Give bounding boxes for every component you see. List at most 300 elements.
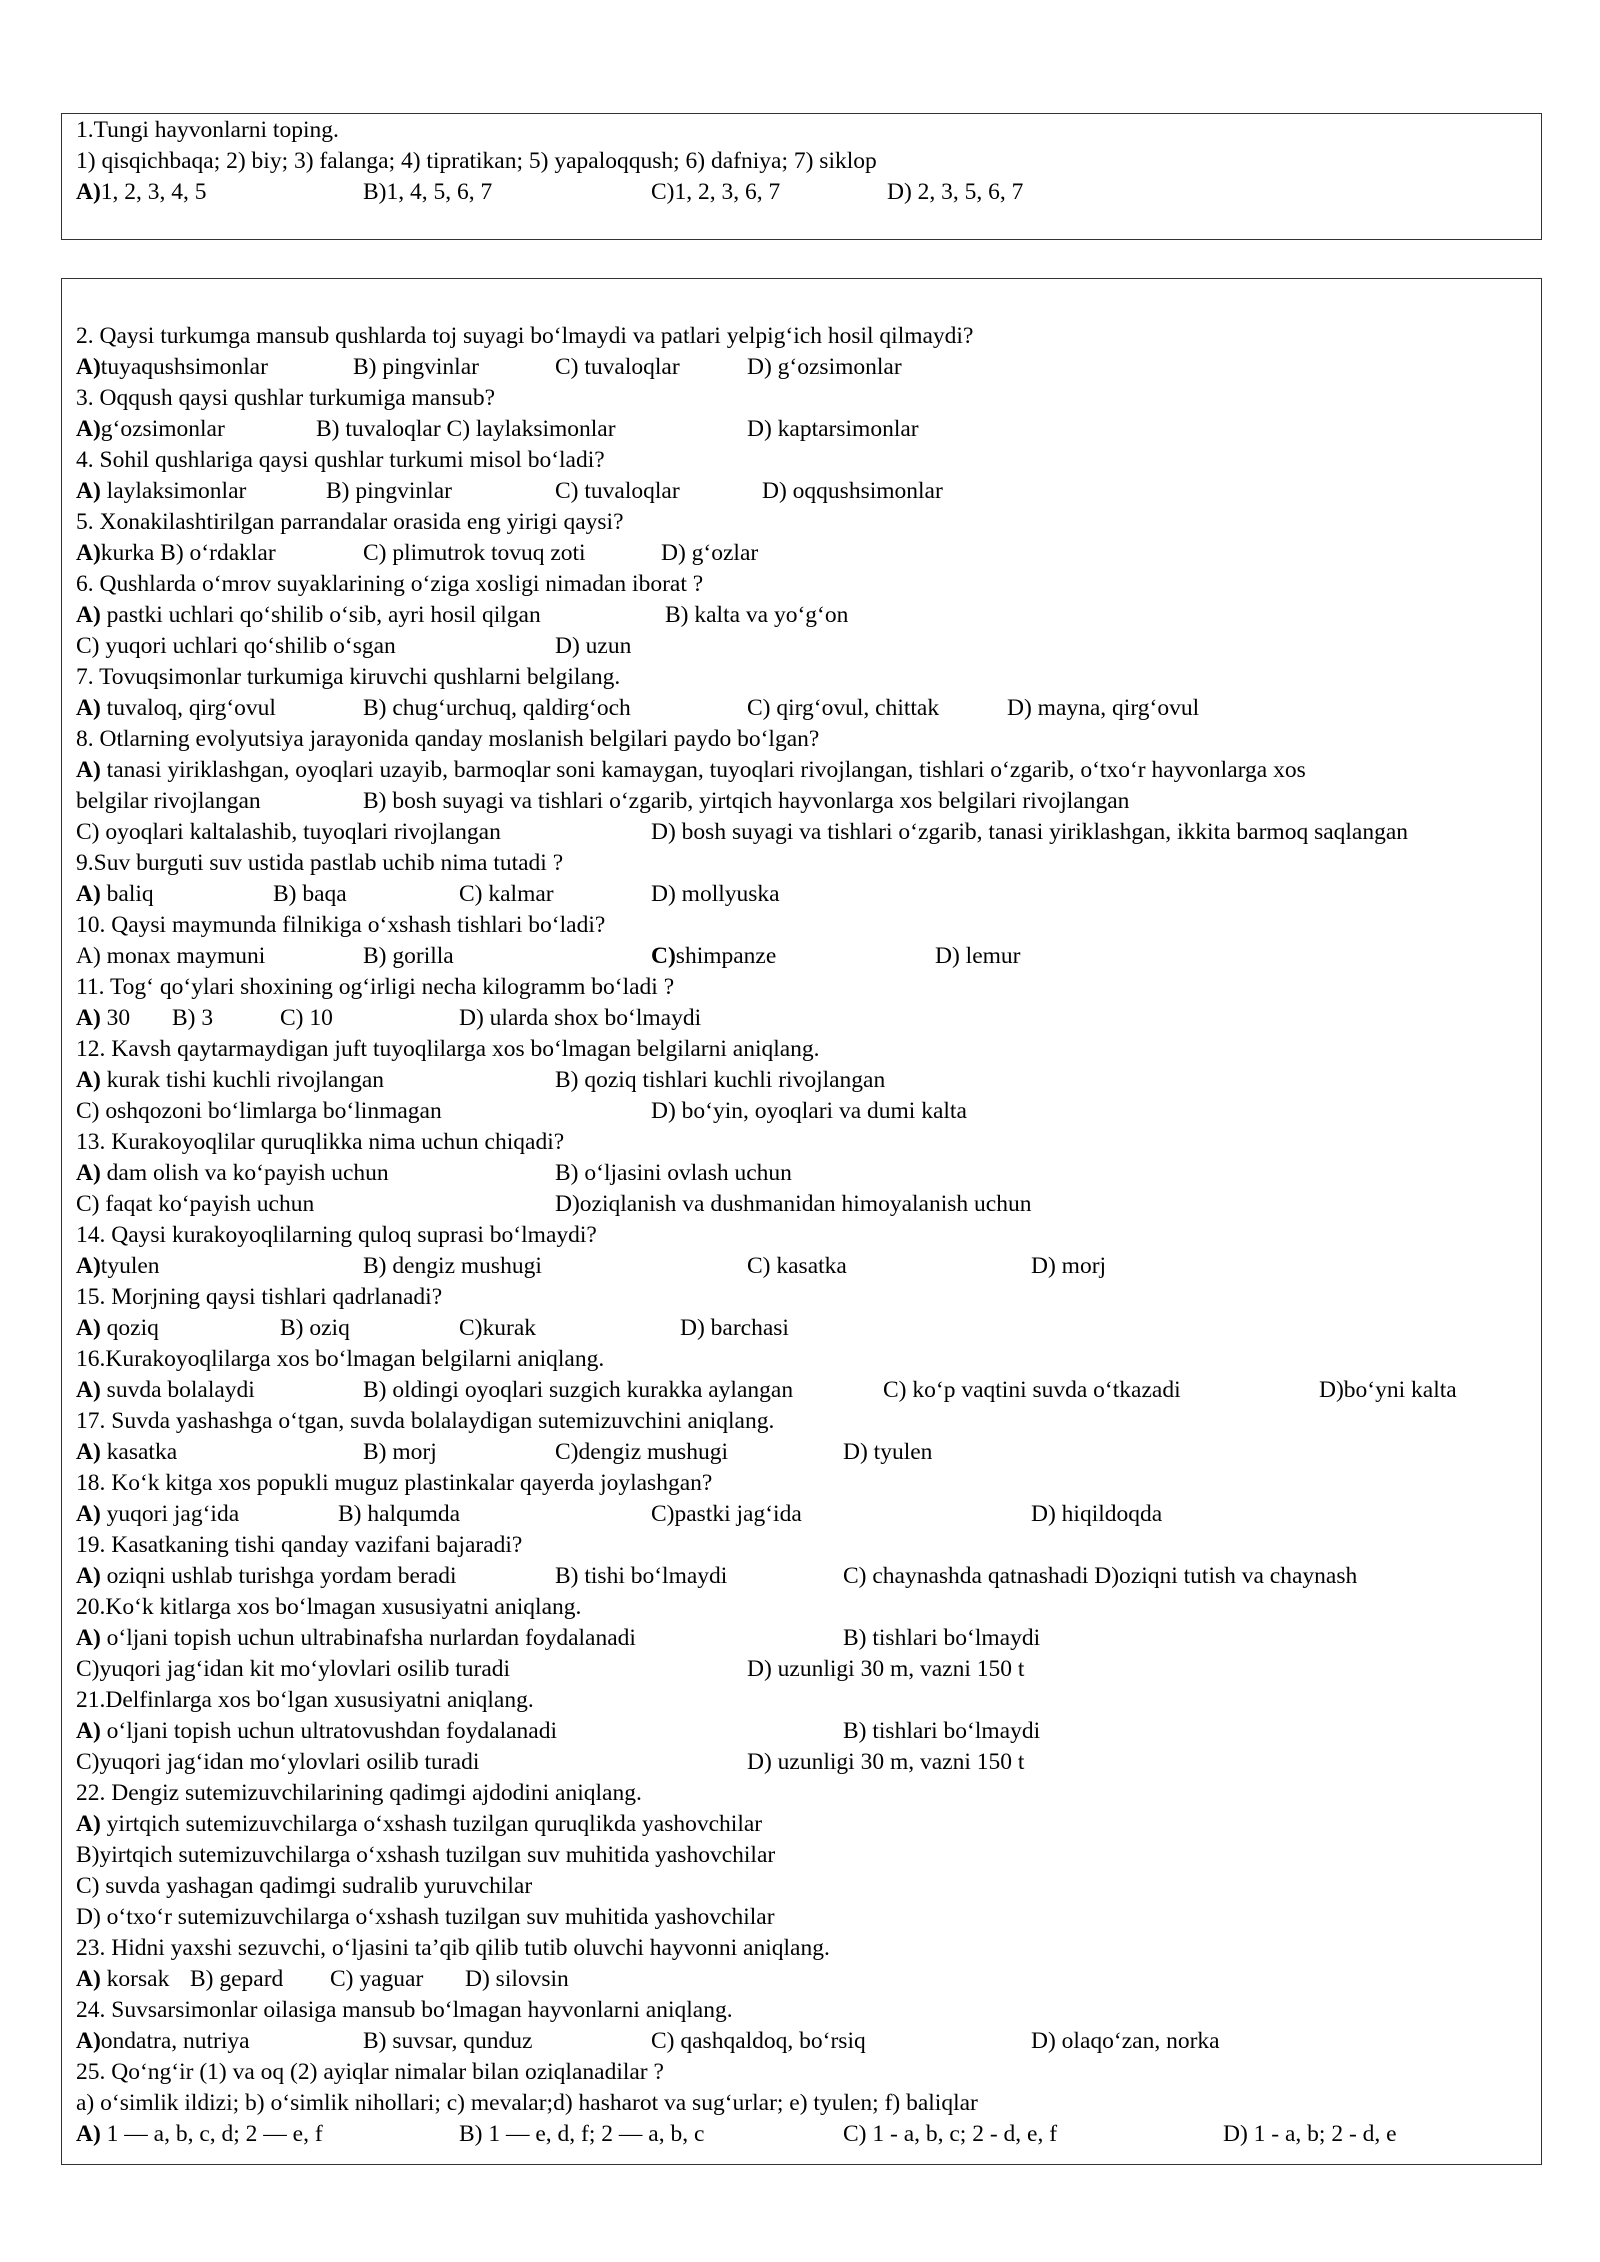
option-text: tuvaloqlar	[578, 354, 680, 380]
option-letter: C)	[363, 540, 387, 566]
option-text: chaynashda qatnashadi D)oziqni tutish va chaynash	[866, 1563, 1358, 1589]
answer-option	[326, 477, 452, 505]
option-letter: D)	[1007, 695, 1032, 721]
option-text: bo‘yni kalta	[1343, 1377, 1457, 1403]
option-text: yuqori jag‘idan kit mo‘ylovlari osilib turadi	[99, 1656, 511, 1682]
option-letter: D)	[651, 819, 676, 845]
question-line: 20.Ko‘k kitlarga xos bo‘lmagan xususiyatni aniqlang.	[76, 1594, 582, 1620]
answer-option	[465, 1965, 569, 1993]
option-letter: A)	[76, 1160, 101, 1186]
option-text: oqqushsimonlar	[786, 478, 943, 504]
option-text: tuyaqushsimonlar	[100, 354, 268, 380]
option-letter: D)	[1031, 1253, 1056, 1279]
option-letter: D)	[651, 881, 676, 907]
option-letter: A)	[76, 179, 101, 205]
option-letter: B)	[665, 602, 689, 628]
option-text: tuvaloqlar	[578, 478, 680, 504]
option-text: kurak	[482, 1315, 537, 1341]
question-line: 22. Dengiz sutemizuvchilarining qadimgi ajdodini aniqlang.	[76, 1780, 642, 1806]
option-text: oziqni ushlab turishga yordam beradi	[100, 1563, 457, 1589]
option-letter: A)	[76, 1253, 101, 1279]
answer-option	[190, 1965, 283, 1993]
answer-option	[843, 1624, 1040, 1652]
question-line: 21.Delfinlarga xos bo‘lgan xususiyatni aniqlang.	[76, 1687, 534, 1713]
option-letter: A)	[76, 1625, 101, 1651]
option-letter: A)	[76, 1005, 101, 1031]
option-text: ko‘p vaqtini suvda o‘tkazadi	[906, 1377, 1181, 1403]
option-letter: D)	[935, 943, 960, 969]
option-text: pastki jag‘ida	[674, 1501, 802, 1527]
option-text: 1, 2, 3, 4, 5	[100, 179, 207, 205]
answer-option	[1031, 2027, 1220, 2055]
option-letter: C)	[330, 1966, 354, 1992]
option-text: uzunligi 30 m, vazni 150 t	[771, 1656, 1025, 1682]
option-text: 1 — e, d, f; 2 — a, b, c	[482, 2121, 705, 2147]
option-letter: B)	[316, 416, 340, 442]
option-letter: A)	[76, 1315, 101, 1341]
answer-option	[651, 2027, 866, 2055]
option-text: halqumda	[361, 1501, 461, 1527]
option-text: yuqori jag‘idan mo‘ylovlari osilib turadi	[99, 1749, 480, 1775]
option-text: uzun	[579, 633, 632, 659]
option-letter: D)	[651, 1098, 676, 1124]
answer-option	[76, 880, 154, 908]
question-line: 15. Morjning qaysi tishlari qadrlanadi?	[76, 1284, 443, 1310]
option-text: 1 — a, b, c, d; 2 — e, f	[100, 2121, 323, 2147]
answer-option	[76, 1097, 442, 1125]
option-text: lemur	[959, 943, 1021, 969]
answer-option	[555, 1438, 728, 1466]
option-text: tyulen	[867, 1439, 933, 1465]
answer-option	[76, 178, 207, 206]
option-text: 1, 4, 5, 6, 7	[386, 179, 493, 205]
option-letter: D)	[661, 540, 686, 566]
question-line: a) o‘simlik ildizi; b) o‘simlik nihollari; c) mevalar;d) hasharot va sug‘urlar; e) tyulen; f) baliqlar	[76, 2090, 978, 2116]
option-text: qoziq	[100, 1315, 159, 1341]
option-letter: A)	[76, 1966, 101, 1992]
option-letter: C)	[280, 1005, 304, 1031]
answer-option	[76, 1655, 510, 1683]
question-line: 24. Suvsarsimonlar oilasiga mansub bo‘lmagan hayvonlarni aniqlang.	[76, 1997, 733, 2023]
answer-option	[363, 1376, 793, 1404]
answer-option	[555, 1562, 727, 1590]
option-letter: C)	[459, 881, 483, 907]
answer-option	[76, 1624, 636, 1652]
answer-option	[76, 1903, 775, 1931]
option-letter: D)	[843, 1439, 868, 1465]
answer-option	[459, 880, 554, 908]
option-text: korsak	[100, 1966, 170, 1992]
answer-option	[280, 1314, 350, 1342]
answer-option	[363, 2027, 532, 2055]
option-letter: A)	[76, 1067, 101, 1093]
answer-option	[665, 601, 848, 629]
answer-option	[747, 1748, 1024, 1776]
option-letter: A)	[76, 1377, 101, 1403]
option-text: yirtqich sutemizuvchilarga o‘xshash tuzilgan suv muhitida yashovchilar	[99, 1842, 776, 1868]
option-letter: D)	[1319, 1377, 1344, 1403]
option-letter: C)	[459, 1315, 483, 1341]
option-text: tanasi yiriklashgan, oyoqlari uzayib, barmoqlar soni kamaygan, tuyoqlari rivojlangan, tishlari o‘zgarib, o‘txo‘r hayvonlarga xos	[100, 757, 1306, 783]
option-letter: A)	[76, 478, 101, 504]
option-text: qirg‘ovul, chittak	[770, 695, 940, 721]
option-text: baliq	[100, 881, 154, 907]
option-letter: D)	[76, 1904, 101, 1930]
option-text: kasatka	[770, 1253, 847, 1279]
option-text: tuvaloq, qirg‘ovul	[100, 695, 276, 721]
option-letter: B)	[363, 695, 387, 721]
option-text: baqa	[296, 881, 347, 907]
option-text: oziq	[303, 1315, 350, 1341]
answer-option	[76, 1748, 479, 1776]
option-letter: A)	[76, 1811, 101, 1837]
option-text: g‘ozsimonlar	[100, 416, 225, 442]
option-letter: B)	[555, 1067, 579, 1093]
answer-option	[76, 1252, 160, 1280]
option-text: g‘ozsimonlar	[771, 354, 902, 380]
option-letter: A)	[76, 1718, 101, 1744]
option-text: tishlari bo‘lmaydi	[866, 1718, 1041, 1744]
answer-option	[76, 539, 276, 567]
option-letter: B)	[363, 1377, 387, 1403]
question-line: 18. Ko‘k kitga xos popukli muguz plastinkalar qayerda joylashgan?	[76, 1470, 713, 1496]
option-letter: B)	[363, 179, 387, 205]
question-line: 19. Kasatkaning tishi qanday vazifani bajaradi?	[76, 1532, 523, 1558]
option-letter: B)	[76, 1842, 100, 1868]
answer-option	[316, 415, 616, 443]
answer-option	[555, 353, 680, 381]
option-letter: D)	[465, 1966, 490, 1992]
option-letter: A)	[76, 354, 101, 380]
answer-option	[76, 2120, 323, 2148]
option-text: plimutrok tovuq zoti	[386, 540, 586, 566]
option-text: dam olish va ko‘payish uchun	[100, 1160, 389, 1186]
option-text: ondatra, nutriya	[100, 2028, 250, 2054]
answer-option	[76, 1438, 177, 1466]
option-letter: B)	[363, 943, 387, 969]
option-letter: B)	[459, 2121, 483, 2147]
question-line: 2. Qaysi turkumga mansub qushlarda toj suyagi bo‘lmaydi va patlari yelpig‘ich hosil qilmaydi?	[76, 323, 974, 349]
option-text: yirtqich sutemizuvchilarga o‘xshash tuzilgan quruqlikda yashovchilar	[100, 1811, 763, 1837]
option-letter: D)	[1031, 2028, 1056, 2054]
answer-option	[76, 818, 501, 846]
answer-option	[76, 1314, 159, 1342]
answer-option	[353, 353, 479, 381]
option-text: oshqozoni bo‘limlarga bo‘linmagan	[99, 1098, 442, 1124]
option-letter: A)	[76, 1439, 101, 1465]
option-text: suvsar, qunduz	[386, 2028, 533, 2054]
option-letter: C)	[76, 1656, 100, 1682]
answer-option	[76, 1500, 239, 1528]
option-letter: C)	[651, 2028, 675, 2054]
option-letter: D)	[747, 354, 772, 380]
option-letter: A)	[76, 416, 101, 442]
answer-option	[76, 1159, 389, 1187]
answer-option	[1007, 694, 1199, 722]
option-text: kurak tishi kuchli rivojlangan	[100, 1067, 385, 1093]
option-text: uzunligi 30 m, vazni 150 t	[771, 1749, 1025, 1775]
option-text: oldingi oyoqlari suzgich kurakka aylangan	[386, 1377, 794, 1403]
option-text: bo‘yin, oyoqlari va dumi kalta	[675, 1098, 967, 1124]
option-letter: D)	[680, 1315, 705, 1341]
answer-option	[651, 942, 776, 970]
option-letter: C)	[76, 633, 100, 659]
answer-option	[273, 880, 347, 908]
option-letter: D)	[555, 1191, 580, 1217]
option-letter: A)	[76, 540, 101, 566]
question-line: 5. Xonakilashtirilgan parrandalar orasida eng yirigi qaysi?	[76, 509, 624, 535]
question-line: 25. Qo‘ng‘ir (1) va oq (2) ayiqlar nimalar bilan oziqlanadilar ?	[76, 2059, 664, 2085]
option-text: yuqori uchlari qo‘shilib o‘sgan	[99, 633, 396, 659]
option-letter: C)	[76, 819, 100, 845]
option-letter: B)	[326, 478, 350, 504]
option-text: kaptarsimonlar	[771, 416, 919, 442]
question-line: 8. Otlarning evolyutsiya jarayonida qanday moslanish belgilari paydo bo‘lgan?	[76, 726, 820, 752]
answer-option	[76, 1376, 255, 1404]
option-text: 3	[195, 1005, 214, 1031]
option-letter: B)	[280, 1315, 304, 1341]
option-letter: C)	[747, 695, 771, 721]
question-line: 1) qisqichbaqa; 2) biy; 3) falanga; 4) tipratikan; 5) yapaloqqush; 6) dafniya; 7) siklop	[76, 148, 877, 174]
option-text: 10	[303, 1005, 333, 1031]
option-text: suvda bolalaydi	[100, 1377, 255, 1403]
answer-option	[1031, 1500, 1162, 1528]
answer-option	[363, 1438, 437, 1466]
answer-option	[843, 2120, 1057, 2148]
option-text: suvda yashagan qadimgi sudralib yuruvchilar	[99, 1873, 533, 1899]
option-letter: A)	[76, 695, 101, 721]
option-letter: D)	[555, 633, 580, 659]
option-text: monax maymuni	[100, 943, 266, 969]
option-letter: C)	[76, 1873, 100, 1899]
option-text: gepard	[213, 1966, 284, 1992]
option-letter: D)	[747, 1656, 772, 1682]
option-letter: C)	[76, 1749, 100, 1775]
answer-option	[363, 178, 492, 206]
option-text: o‘ljani topish uchun ultrabinafsha nurlardan foydalanadi	[100, 1625, 636, 1651]
answer-option	[280, 1004, 333, 1032]
option-text: g‘ozlar	[685, 540, 759, 566]
option-letter: B)	[172, 1005, 196, 1031]
option-letter: A)	[76, 881, 101, 907]
option-text: mollyuska	[675, 881, 780, 907]
option-letter: D)	[747, 1749, 772, 1775]
option-letter: A)	[76, 602, 101, 628]
option-letter: C)	[883, 1377, 907, 1403]
option-text: yaguar	[353, 1966, 424, 1992]
option-letter: C)	[651, 179, 675, 205]
option-text: dengiz mushugi	[578, 1439, 728, 1465]
option-letter: A)	[76, 1501, 101, 1527]
option-letter: B)	[190, 1966, 214, 1992]
question-line: 23. Hidni yaxshi sezuvchi, o‘ljasini ta’qib qilib tutib oluvchi hayvonni aniqlang.	[76, 1935, 830, 1961]
answer-option	[76, 601, 541, 629]
option-letter: B)	[363, 1439, 387, 1465]
answer-option	[747, 415, 919, 443]
option-text: hiqildoqda	[1055, 1501, 1163, 1527]
option-text: kalta va yo‘g‘on	[688, 602, 849, 628]
option-text: faqat ko‘payish uchun	[99, 1191, 315, 1217]
option-text: kalmar	[482, 881, 554, 907]
answer-option	[363, 539, 586, 567]
option-text: oyoqlari kaltalashib, tuyoqlari rivojlangan	[99, 819, 501, 845]
answer-option	[76, 415, 225, 443]
answer-option	[338, 1500, 460, 1528]
option-letter: A)	[76, 757, 101, 783]
option-text: tyulen	[100, 1253, 160, 1279]
option-text: yuqori jag‘ida	[100, 1501, 240, 1527]
option-letter: C)	[843, 2121, 867, 2147]
answer-option	[555, 1159, 792, 1187]
answer-option	[651, 880, 780, 908]
option-letter: C)	[747, 1253, 771, 1279]
question-line: 6. Qushlarda o‘mrov suyaklarining o‘ziga xosligi nimadan iborat ?	[76, 571, 704, 597]
option-text: morj	[1055, 1253, 1107, 1279]
answer-option	[651, 1097, 967, 1125]
question-line: 3. Oqqush qaysi qushlar turkumiga mansub?	[76, 385, 496, 411]
option-letter: C)	[651, 943, 676, 969]
answer-option	[76, 1190, 314, 1218]
option-text: tishlari bo‘lmaydi	[866, 1625, 1041, 1651]
option-letter: C)	[843, 1563, 867, 1589]
answer-option	[459, 1004, 701, 1032]
option-text: dengiz mushugi	[386, 1253, 542, 1279]
answer-option	[843, 1562, 1357, 1590]
answer-option	[76, 1717, 557, 1745]
option-letter: C)	[651, 1501, 675, 1527]
answer-option	[651, 818, 1408, 846]
answer-option	[651, 1500, 802, 1528]
answer-option	[1319, 1376, 1457, 1404]
option-text: morj	[386, 1439, 437, 1465]
option-text: pingvinlar	[376, 354, 479, 380]
answer-option	[887, 178, 1023, 206]
option-text: pingvinlar	[349, 478, 452, 504]
answer-option	[1031, 1252, 1106, 1280]
question-line: 9.Suv burguti suv ustida pastlab uchib nima tutadi ?	[76, 850, 564, 876]
option-text: shimpanze	[675, 943, 777, 969]
answer-option	[762, 477, 943, 505]
option-letter: D)	[762, 478, 787, 504]
option-text: chug‘urchuq, qaldirg‘och	[386, 695, 631, 721]
option-text: kasatka	[100, 1439, 178, 1465]
answer-option	[661, 539, 758, 567]
option-text: barchasi	[704, 1315, 789, 1341]
option-letter: B)	[843, 1625, 867, 1651]
option-letter: C)	[555, 354, 579, 380]
question-line: 13. Kurakoyoqlilar quruqlikka nima uchun chiqadi?	[76, 1129, 565, 1155]
option-letter: D)	[887, 179, 912, 205]
answer-option	[76, 1004, 130, 1032]
option-letter: D)	[1223, 2121, 1248, 2147]
question-line: 4. Sohil qushlariga qaysi qushlar turkumi misol bo‘ladi?	[76, 447, 605, 473]
option-letter: A)	[76, 943, 101, 969]
option-text: laylaksimonlar	[100, 478, 247, 504]
answer-option	[76, 1810, 762, 1838]
option-text: olaqo‘zan, norka	[1055, 2028, 1220, 2054]
option-letter: C)	[555, 478, 579, 504]
option-text: bosh suyagi va tishlari o‘zgarib, tanasi yiriklashgan, ikkita barmoq saqlangan	[675, 819, 1409, 845]
answer-option	[883, 1376, 1181, 1404]
answer-option	[76, 353, 268, 381]
answer-option	[747, 353, 902, 381]
answer-option	[1223, 2120, 1397, 2148]
option-text: kurka B) o‘rdaklar	[100, 540, 276, 566]
option-text: qashqaldoq, bo‘rsiq	[674, 2028, 866, 2054]
option-letter: B)	[273, 881, 297, 907]
option-letter: D)	[747, 416, 772, 442]
answer-option	[76, 1965, 169, 1993]
answer-option	[459, 2120, 704, 2148]
option-text: 1 - a, b; 2 - d, e	[1247, 2121, 1397, 2147]
answer-option	[76, 1872, 532, 1900]
answer-option	[76, 632, 396, 660]
question-line: 10. Qaysi maymunda filnikiga o‘xshash tishlari bo‘ladi?	[76, 912, 606, 938]
option-letter: B)	[353, 354, 377, 380]
option-letter: C)	[76, 1191, 100, 1217]
option-letter: B)	[843, 1718, 867, 1744]
option-text: o‘ljani topish uchun ultratovushdan foydalanadi	[100, 1718, 557, 1744]
answer-option	[843, 1438, 932, 1466]
option-letter: C)	[76, 1098, 100, 1124]
option-text: ularda shox bo‘lmaydi	[483, 1005, 702, 1031]
answer-option	[363, 787, 1129, 815]
answer-option	[651, 178, 780, 206]
answer-option	[555, 477, 680, 505]
option-text: qoziq tishlari kuchli rivojlangan	[578, 1067, 886, 1093]
answer-option	[747, 694, 939, 722]
answer-option	[76, 942, 265, 970]
option-letter: B)	[555, 1160, 579, 1186]
answer-option	[76, 477, 246, 505]
answer-option	[680, 1314, 789, 1342]
option-letter: D)	[459, 1005, 484, 1031]
option-letter: B)	[363, 788, 387, 814]
option-text: 2, 3, 5, 6, 7	[911, 179, 1024, 205]
question-line: 16.Kurakoyoqlilarga xos bo‘lmagan belgilarni aniqlang.	[76, 1346, 605, 1372]
answer-option	[76, 1841, 775, 1869]
option-letter: D)	[1031, 1501, 1056, 1527]
answer-option	[330, 1965, 423, 1993]
option-letter: B)	[363, 1253, 387, 1279]
answer-option	[555, 632, 631, 660]
answer-option	[76, 787, 261, 815]
question-line: 12. Kavsh qaytarmaydigan juft tuyoqlilarga xos bo‘lmagan belgilarni aniqlang.	[76, 1036, 820, 1062]
option-text: mayna, qirg‘ovul	[1031, 695, 1200, 721]
answer-option	[747, 1655, 1024, 1683]
option-text: oziqlanish va dushmanidan himoyalanish uchun	[579, 1191, 1032, 1217]
option-text: 1, 2, 3, 6, 7	[674, 179, 781, 205]
answer-option	[747, 1252, 847, 1280]
answer-option	[843, 1717, 1040, 1745]
option-text: o‘txo‘r sutemizuvchilarga o‘xshash tuzilgan suv muhitida yashovchilar	[100, 1904, 775, 1930]
answer-option	[76, 694, 276, 722]
option-text: gorilla	[386, 943, 454, 969]
option-text: silovsin	[489, 1966, 569, 1992]
question-line: 1.Tungi hayvonlarni toping.	[76, 117, 339, 143]
option-letter: A)	[76, 2028, 101, 2054]
question-line: 11. Tog‘ qo‘ylari shoxining og‘irligi necha kilogramm bo‘ladi ?	[76, 974, 675, 1000]
question-line: 17. Suvda yashashga o‘tgan, suvda bolalaydigan sutemizuvchini aniqlang.	[76, 1408, 775, 1434]
option-letter: B)	[363, 2028, 387, 2054]
option-text: tuvaloqlar C) laylaksimonlar	[339, 416, 616, 442]
option-text: o‘ljasini ovlash uchun	[578, 1160, 792, 1186]
question-line: 14. Qaysi kurakoyoqlilarning quloq suprasi bo‘lmaydi?	[76, 1222, 597, 1248]
answer-option	[555, 1066, 885, 1094]
answer-option	[363, 1252, 542, 1280]
option-letter: B)	[555, 1563, 579, 1589]
answer-option	[459, 1314, 536, 1342]
